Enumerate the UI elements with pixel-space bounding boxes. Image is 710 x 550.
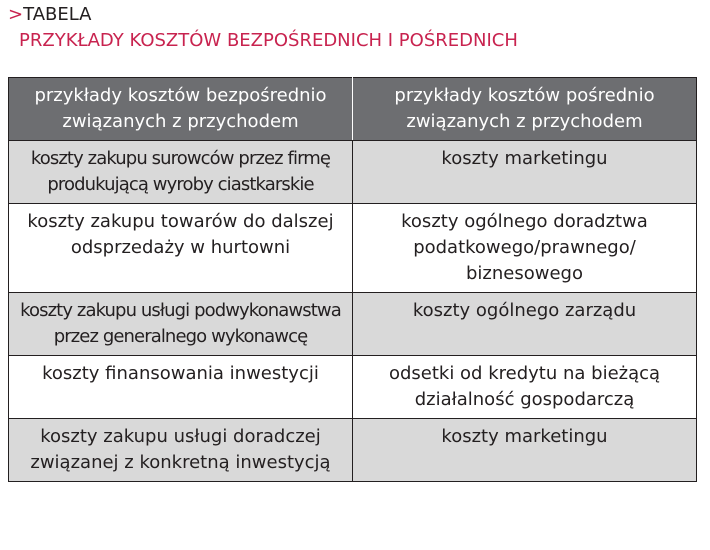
indirect-cost-cell: koszty marketingu [353,419,697,482]
table-row [9,293,697,356]
indirect-cost-cell: odsetki od kredytu na bieżącą działalność gospodarczą [353,356,697,419]
indirect-cost-cell: koszty ogólnego zarządu [353,293,697,356]
column-header-direct-costs: przykłady kosztów bezpośrednio związanych z przychodem [9,78,353,141]
indirect-cost-cell: koszty marketingu [353,141,697,204]
direct-cost-cell: koszty zakupu towarów do dalszej odsprzedaży w hurtowni [9,204,353,293]
table-row [9,356,697,419]
table-row [9,204,697,293]
table-heading [8,4,698,53]
direct-cost-cell: koszty zakupu usługi doradczej związanej z konkretną inwestycją [9,419,353,482]
column-header-indirect-costs: przykłady kosztów pośrednio związanych z przychodem [353,78,697,141]
table-tag-label: TABELA [23,4,92,25]
direct-cost-cell: koszty zakupu surowców przez firmę produkującą wyroby ciastkarskie [9,141,353,204]
table-tag [8,4,698,26]
table-row [9,419,697,482]
table-row [9,141,697,204]
costs-table [8,77,697,482]
indirect-cost-cell: koszty ogólnego doradztwa podatkowego/prawnego/ biznesowego [353,204,697,293]
direct-cost-cell: koszty finansowania inwestycji [9,356,353,419]
table-title: PRZYKŁADY KOSZTÓW BEZPOŚREDNICH I POŚREDNICH [19,30,518,51]
table-header-row [9,78,697,141]
chevron-right-icon: > [8,4,24,25]
direct-cost-cell: koszty zakupu usługi podwykonawstwa przez generalnego wykonawcę [9,293,353,356]
